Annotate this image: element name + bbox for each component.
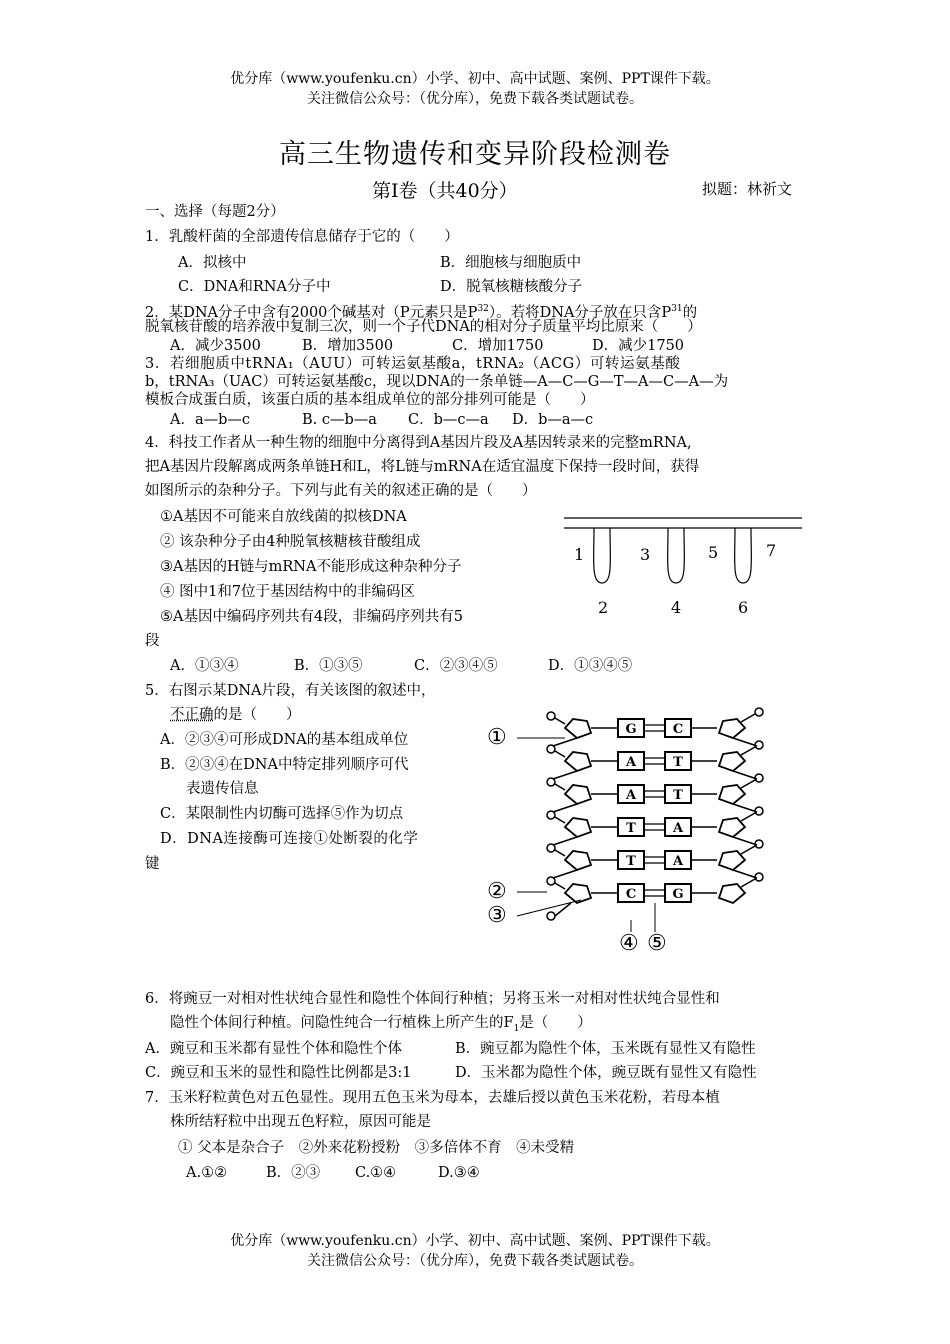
base-left-label: C — [625, 887, 637, 902]
q4-line-1: 4．科技工作者从一种生物的细胞中分离得到A基因片段及A基因转录来的完整mRNA, — [145, 435, 692, 451]
backbone-right — [733, 870, 757, 878]
q4-statement-2: ② 该杂种分子由4种脱氧核糖核苷酸组成 — [160, 534, 421, 550]
phosphate-right — [755, 708, 763, 716]
backbone-left — [553, 837, 577, 845]
part-title: 第Ⅰ卷（共40分） — [372, 180, 518, 202]
base-right-label: G — [672, 887, 684, 902]
q4-statement-3: ③A基因的H链与mRNA不能形成这种杂种分子 — [160, 559, 462, 575]
bond-left — [555, 751, 565, 757]
page-title: 高三生物遗传和变异阶段检测卷 — [279, 139, 671, 170]
backbone-right — [733, 771, 757, 779]
q7-option-b: B．②③ — [266, 1165, 321, 1181]
bond-left — [555, 850, 565, 856]
backbone-left — [553, 870, 577, 878]
q4-statement-4: ④ 图中1和7位于基因结构中的非编码区 — [160, 584, 416, 600]
section-heading: 一、选择（每题2分） — [145, 204, 285, 220]
deoxyribose-left — [565, 752, 591, 771]
header-line-1: 优分库（www.youfenku.cn）小学、初中、高中试题、案例、PPT课件下载。 — [230, 71, 720, 87]
q7-option-c: C.①④ — [355, 1165, 397, 1181]
footer-line-1: 优分库（www.youfenku.cn）小学、初中、高中试题、案例、PPT课件下载。 — [230, 1233, 720, 1249]
q3-line-2: b，tRNA₃（UAC）可转运氨基酸c，现以DNA的一条单链—A—C—G—T—A—C—A—为 — [145, 374, 729, 390]
base-right-label: T — [673, 788, 683, 803]
q7-statements: ① 父本是杂合子 ②外来花粉授粉 ③多倍体不育 ④未受精 — [178, 1140, 575, 1156]
deoxyribose-left — [565, 818, 591, 837]
q4-line-3: 如图所示的杂种分子。下列与此有关的叙述正确的是（ ） — [145, 483, 537, 499]
backbone-left — [553, 771, 577, 779]
q3-option-c: C．b—c—a — [408, 412, 489, 428]
label-1: ① — [487, 725, 507, 750]
q1-stem: 1．乳酸杆菌的全部遗传信息储存于它的（ ） — [145, 229, 459, 245]
phosphate-end-left — [547, 912, 555, 920]
base-right-label: T — [673, 755, 683, 770]
bond-right — [741, 846, 755, 854]
base-left-label: G — [625, 722, 637, 737]
q2-option-a: A．减少3500 — [170, 338, 261, 354]
deoxyribose-left — [565, 719, 591, 738]
q2-option-b: B．增加3500 — [302, 338, 394, 354]
q1-option-c: C．DNA和RNA分子中 — [178, 279, 331, 295]
q4-line-2: 把A基因片段解离成两条单链H和L，将L链与mRNA在适宜温度下保持一段时间，获得 — [145, 459, 700, 475]
base-left-label: A — [625, 788, 637, 803]
q2-line-2: 脱氧核苷酸的培养液中复制三次，则一个子代DNA的相对分子质量平均比原来（ ） — [145, 319, 702, 335]
dna-fragment-figure — [485, 700, 805, 960]
base-right-label: C — [672, 722, 684, 737]
author: 拟题：林祈文 — [702, 180, 793, 198]
q3-option-a: A．a—b—c — [170, 412, 251, 428]
backbone-right — [733, 804, 757, 812]
q6-option-a: A．豌豆和玉米都有显性个体和隐性个体 — [145, 1041, 402, 1057]
deoxyribose-left — [565, 851, 591, 870]
fig-label-top-1: 1 — [574, 545, 585, 564]
fig-label-top-5: 5 — [708, 543, 719, 562]
q4-statement-5: ⑤A基因中编码序列共有4段，非编码序列共有5 — [160, 609, 463, 625]
hybrid-molecule-figure — [560, 510, 810, 625]
bond-right — [741, 879, 755, 887]
phosphate-left — [547, 844, 555, 852]
q5-option-c: C．某限制性内切酶可选择⑤作为切点 — [160, 806, 404, 822]
q7-option-d: D.③④ — [438, 1165, 480, 1181]
q5-option-b: B．②③④在DNA中特定排列顺序可代 — [160, 757, 409, 773]
bond-left — [555, 817, 565, 823]
label-4: ④ — [619, 931, 639, 956]
phosphate-left — [547, 877, 555, 885]
q6-line-2: 隐性个体间行种植。问隐性纯合一行植株上所产生的$F_1$是（ ） — [170, 1015, 592, 1034]
q5-option-a: A．②③④可形成DNA的基本组成单位 — [160, 732, 409, 748]
phosphate-left — [547, 712, 555, 720]
backbone-left — [553, 738, 577, 746]
q2-option-c: C．增加1750 — [452, 338, 544, 354]
base-right-label: A — [672, 821, 684, 836]
bond-right — [741, 813, 755, 821]
header-line-2: 关注微信公众号：（优分库），免费下载各类试题试卷。 — [307, 91, 643, 107]
q4-statement-1: ①A基因不可能来自放线菌的拟核DNA — [160, 509, 407, 525]
base-right-label: A — [672, 854, 684, 869]
q2-line-1: 2．某DNA分子中含有2000个碱基对（P元素只是$P^{32}$）。若将DNA分子放在只含$P^{31}$的 — [145, 304, 698, 321]
label-3: ③ — [487, 903, 507, 928]
q2-option-d: D．减少1750 — [592, 338, 685, 354]
deoxyribose-left — [565, 884, 591, 903]
base-left-label: T — [626, 854, 636, 869]
q4-option-d: D．①③④⑤ — [548, 658, 633, 674]
q1-option-b: B．细胞核与细胞质中 — [440, 255, 582, 271]
footer-line-2: 关注微信公众号：（优分库），免费下载各类试题试卷。 — [307, 1253, 643, 1269]
backbone-left — [553, 804, 577, 812]
backbone-right — [733, 837, 757, 845]
base-left-label: A — [625, 755, 637, 770]
bond-right — [741, 780, 755, 788]
bond-left — [555, 784, 565, 790]
q4-option-c: C．②③④⑤ — [414, 658, 498, 674]
q5-option-d-cont: 键 — [145, 856, 160, 872]
q5-option-d: D．DNA连接酶可连接①处断裂的化学 — [160, 831, 419, 847]
fig-label-top-3: 3 — [640, 545, 651, 564]
deoxyribose-left — [565, 785, 591, 804]
q1-option-a: A．拟核中 — [178, 255, 247, 271]
q4-statement-5-cont: 段 — [145, 633, 160, 649]
label-5: ⑤ — [647, 931, 667, 956]
fig-label-bottom-4: 4 — [671, 598, 682, 617]
label-2: ② — [487, 879, 507, 904]
q5-option-b-cont: 表遗传信息 — [186, 781, 259, 797]
q3-line-1: 3．若细胞质中tRNA₁（AUU）可转运氨基酸a，tRNA₂（ACG）可转运氨基酸 — [145, 356, 681, 372]
q7-line-2: 株所结籽粒中出现五色籽粒，原因可能是 — [170, 1114, 431, 1130]
q4-option-b: B．①③⑤ — [294, 658, 363, 674]
base-left-label: T — [626, 821, 636, 836]
q6-option-b: B．豌豆都为隐性个体，玉米既有显性又有隐性 — [455, 1041, 756, 1057]
q5-line-2: 不正确的是（ ） — [170, 707, 301, 723]
q3-option-d: D．b—a—c — [512, 412, 594, 428]
q7-option-a: A.①② — [186, 1165, 228, 1181]
q4-option-a: A．①③④ — [170, 658, 239, 674]
fig-label-top-7: 7 — [766, 541, 777, 560]
backbone-right — [733, 738, 757, 746]
q6-option-d: D．玉米都为隐性个体，豌豆既有显性又有隐性 — [455, 1065, 757, 1081]
fig-label-bottom-2: 2 — [598, 598, 609, 617]
fig-label-bottom-6: 6 — [738, 598, 749, 617]
q7-line-1: 7．玉米籽粒黄色对五色显性。现用五色玉米为母本，去雄后授以黄色玉米花粉，若母本植 — [145, 1090, 720, 1106]
phosphate-left — [547, 745, 555, 753]
bond-left — [555, 718, 565, 724]
bond-right — [741, 747, 755, 755]
phosphate-left — [547, 811, 555, 819]
phosphate-left — [547, 778, 555, 786]
q6-option-c: C．豌豆和玉米的显性和隐性比例都是3:1 — [145, 1065, 412, 1081]
q1-option-d: D．脱氧核糖核酸分子 — [440, 279, 583, 295]
q3-line-3: 模板合成蛋白质，该蛋白质的基本组成单位的部分排列可能是（ ） — [145, 392, 595, 408]
q6-line-1: 6．将豌豆一对相对性状纯合显性和隐性个体间行种植；另将玉米一对相对性状纯合显性和 — [145, 991, 720, 1007]
bond-right — [741, 714, 755, 722]
leader-3 — [517, 900, 581, 916]
bond-left — [555, 883, 565, 889]
q3-option-b: B. c—b—a — [302, 412, 377, 428]
q5-line-1: 5．右图示某DNA片段，有关该图的叙述中， — [145, 683, 436, 699]
